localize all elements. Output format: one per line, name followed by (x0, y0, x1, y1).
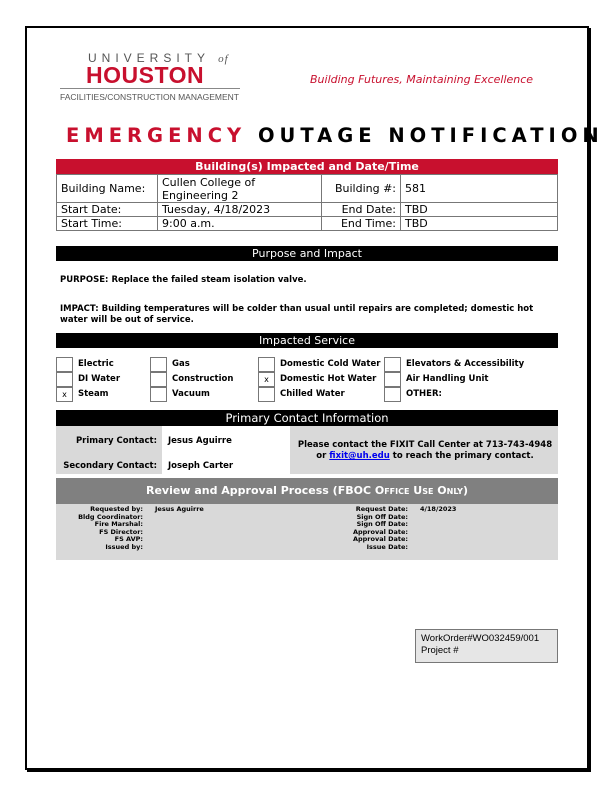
review-right-labels: Request Date: Sign Off Date: Sign Off Date: Approval Date: Approval Date: Issue Date: (352, 505, 408, 551)
logo-department: FACILITIES/CONSTRUCTION MANAGEMENT (60, 92, 239, 102)
purpose-paragraph: PURPOSE: Replace the failed steam isolation valve. (60, 275, 307, 285)
checkbox-vacuum[interactable] (150, 387, 167, 402)
checkbox-steam[interactable]: x (56, 387, 73, 402)
label-elevators: Elevators & Accessibility (406, 359, 525, 369)
contact-note: Please contact the FIXIT Call Center at 713-743-4948 or fixit@uh.edu to reach the primary contact. (297, 440, 553, 461)
contact-header: Primary Contact Information (56, 410, 558, 426)
label-gas: Gas (172, 359, 190, 369)
start-time-label: Start Time: (57, 217, 158, 231)
checkbox-chilled-water[interactable] (258, 387, 275, 402)
review-left-values: Jesus Aguirre (155, 505, 204, 513)
label-other: OTHER: (406, 389, 442, 399)
secondary-contact-label: Secondary Contact: (63, 461, 157, 471)
checkbox-construction[interactable] (150, 372, 167, 387)
primary-contact-label: Primary Contact: (75, 436, 157, 446)
work-order-box (415, 629, 558, 663)
label-air-handling-unit: Air Handling Unit (406, 374, 489, 384)
label-chilled-water: Chilled Water (280, 389, 345, 399)
fixit-email-link[interactable]: fixit@uh.edu (329, 451, 390, 461)
label-steam: Steam (78, 389, 109, 399)
title-outage: OUTAGE NOTIFICATION (257, 124, 604, 147)
review-right-values: 4/18/2023 (420, 505, 457, 513)
tagline: Building Futures, Maintaining Excellence (310, 73, 534, 86)
title-emergency: EMERGENCY (66, 124, 247, 147)
start-time-value: 9:00 a.m. (158, 217, 322, 231)
purpose-header: Purpose and Impact (56, 246, 558, 261)
secondary-contact-name: Joseph Carter (168, 461, 234, 471)
label-domestic-hot-water: Domestic Hot Water (280, 374, 377, 384)
logo-divider (60, 88, 240, 89)
impact-paragraph: IMPACT: Building temperatures will be colder than usual until repairs are completed; domestic hot water will be out of service. (60, 304, 534, 325)
label-electric: Electric (78, 359, 114, 369)
building-name-value: Cullen College of Engineering 2 (158, 175, 322, 203)
start-date-label: Start Date: (57, 203, 158, 217)
checkbox-gas[interactable] (150, 357, 167, 372)
logo-houston-text: HOUSTON (86, 62, 205, 88)
checkbox-domestic-hot-water[interactable]: x (258, 372, 275, 387)
checkbox-di-water[interactable] (56, 372, 73, 387)
end-date-label: End Date: (322, 203, 401, 217)
checkbox-other[interactable] (384, 387, 401, 402)
building-name-label: Building Name: (57, 175, 158, 203)
end-time-value: TBD (401, 217, 558, 231)
end-date-value: TBD (401, 203, 558, 217)
start-date-value: Tuesday, 4/18/2023 (158, 203, 322, 217)
work-order-number: WorkOrder#WO032459/001 (421, 633, 540, 644)
project-number: Project # (421, 645, 459, 656)
page-title (66, 124, 604, 147)
label-domestic-cold-water: Domestic Cold Water (280, 359, 381, 369)
building-number-label: Building #: (322, 175, 401, 203)
checkbox-electric[interactable] (56, 357, 73, 372)
review-left-labels: Requested by: Bldg Coordinator: Fire Marshal: FS Director: FS AVP: Issued by: (78, 505, 143, 551)
primary-contact-name: Jesus Aguirre (168, 436, 232, 446)
review-header: Review and Approval Process (FBOC Office Use Only) (56, 478, 558, 504)
services-header: Impacted Service (56, 333, 558, 348)
checkbox-elevators[interactable] (384, 357, 401, 372)
label-di-water: DI Water (78, 374, 121, 384)
building-number-value: 581 (401, 175, 558, 203)
logo-university-text: UNIVERSITY of (88, 51, 229, 65)
checkbox-domestic-cold-water[interactable] (258, 357, 275, 372)
buildings-header: Building(s) Impacted and Date/Time (56, 159, 558, 174)
label-construction: Construction (172, 374, 234, 384)
label-vacuum: Vacuum (172, 389, 210, 399)
building-table (56, 174, 558, 231)
checkbox-air-handling-unit[interactable] (384, 372, 401, 387)
end-time-label: End Time: (322, 217, 401, 231)
